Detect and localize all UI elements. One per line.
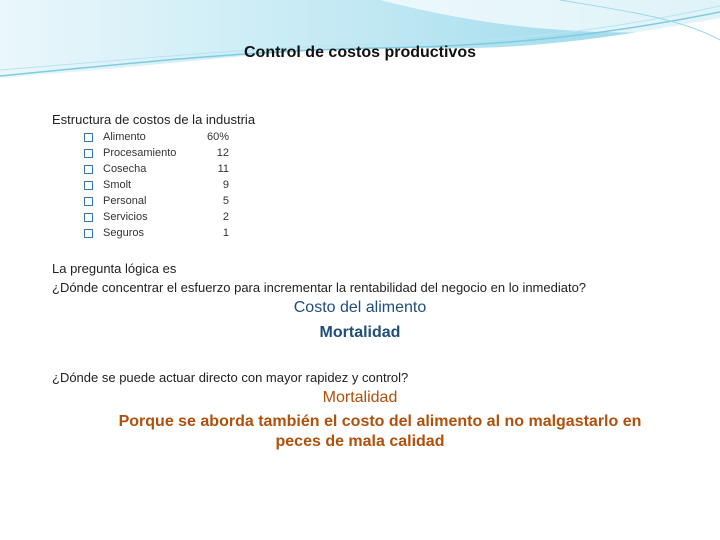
cost-structure-list [84, 129, 229, 241]
cost-item-value: 2 [222, 211, 229, 223]
square-bullet-icon [84, 181, 93, 190]
cost-item-name: Personal [103, 195, 147, 207]
list-item [84, 193, 229, 209]
cost-item-value: 5 [222, 195, 229, 207]
cost-item-value: 12 [216, 147, 229, 159]
slide-title: Control de costos productivos [243, 44, 476, 61]
cost-item-name: Servicios [103, 211, 148, 223]
cost-item-name: Smolt [103, 179, 132, 191]
list-item [84, 145, 229, 161]
answer-explanation-line1: Porque se aborda también el costo del alimento al no malgastarlo en [118, 413, 642, 430]
cost-item-value: 1 [222, 227, 229, 239]
square-bullet-icon [84, 213, 93, 222]
answer-explanation-line2: peces de mala calidad [275, 433, 445, 450]
cost-item-value: 11 [217, 163, 229, 175]
question-intro: La pregunta lógica es [52, 261, 177, 276]
list-item [84, 225, 229, 241]
list-item [84, 129, 229, 145]
cost-item-name: Procesamiento [103, 147, 177, 159]
square-bullet-icon [84, 197, 93, 206]
question-fast-action: ¿Dónde se puede actuar directo con mayor rapidez y control? [52, 370, 409, 385]
cost-structure-heading: Estructura de costos de la industria [52, 112, 256, 127]
answer-mortality-highlight: Mortalidad [322, 389, 398, 406]
question-profitability: ¿Dónde concentrar el esfuerzo para incrementar la rentabilidad del negocio en lo inmediato? [52, 280, 587, 295]
cost-item-name: Seguros [103, 227, 144, 239]
cost-item-value: 60% [206, 131, 229, 143]
square-bullet-icon [84, 229, 93, 238]
answer-feed-cost: Costo del alimento [293, 299, 427, 316]
square-bullet-icon [84, 133, 93, 142]
list-item [84, 161, 229, 177]
list-item [84, 209, 229, 225]
answer-mortality: Mortalidad [319, 324, 401, 341]
square-bullet-icon [84, 165, 93, 174]
cost-item-name: Cosecha [103, 163, 147, 175]
cost-item-name: Alimento [103, 131, 146, 143]
square-bullet-icon [84, 149, 93, 158]
cost-item-value: 9 [222, 179, 229, 191]
list-item [84, 177, 229, 193]
